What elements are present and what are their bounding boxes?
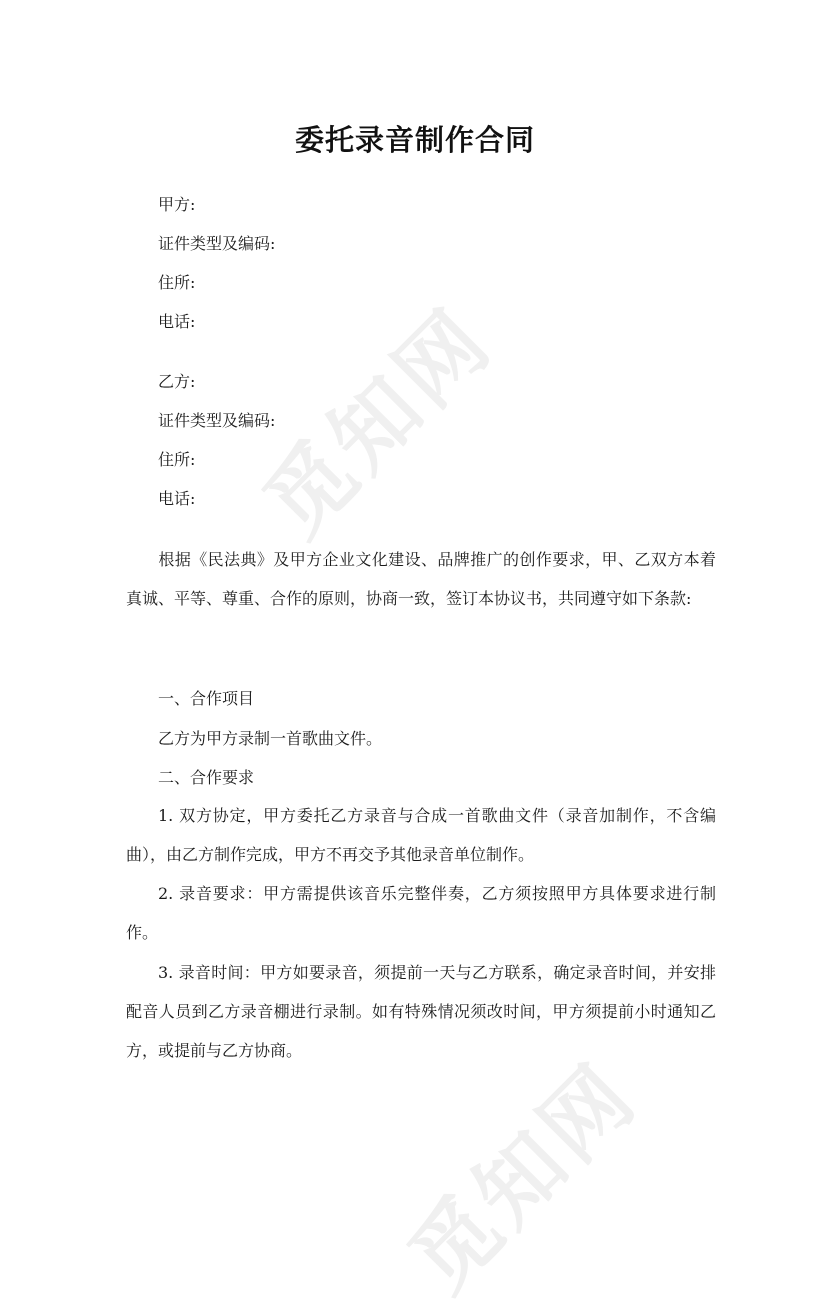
section2-item-text: 1. 双方协定，甲方委托乙方录音与合成一首歌曲文件（录音加制作，不含编曲），由乙方制作完成，甲方不再交予其他录音单位制作。 <box>126 806 716 864</box>
party-b-phone-label: 电话: <box>158 489 196 508</box>
preamble-text: 根据《民法典》及甲方企业文化建设、品牌推广的创作要求，甲、乙双方本着真诚、平等、尊重、合作的原则，协商一致，签订本协议书，共同遵守如下条款: <box>126 550 716 608</box>
party-a-name-label: 甲方: <box>158 195 196 214</box>
section2-item-text: 2. 录音要求：甲方需提供该音乐完整伴奏，乙方须按照甲方具体要求进行制作。 <box>126 884 716 942</box>
party-a-id-label: 证件类型及编码: <box>158 234 276 253</box>
party-b-address-label: 住所: <box>158 450 196 469</box>
section1-body: 乙方为甲方录制一首歌曲文件。 <box>158 729 383 748</box>
section2-item-text: 3. 录音时间：甲方如要录音，须提前一天与乙方联系，确定录音时间，并安排配音人员到乙方录音棚进行录制。如有特殊情况须改时间，甲方须提前小时通知乙方，或提前与乙方协商。 <box>126 963 716 1060</box>
watermark: 觅知网 <box>245 289 512 556</box>
party-a-address-label: 住所: <box>158 273 196 292</box>
section2-item-1 <box>126 796 716 874</box>
party-b-id-label: 证件类型及编码: <box>158 411 276 430</box>
watermark-bottom: 觅知网 <box>390 1044 657 1311</box>
party-a-phone-label: 电话: <box>158 312 196 331</box>
party-b-name-label: 乙方: <box>158 372 196 391</box>
section2-item-3 <box>126 953 716 1070</box>
section2-heading: 二、合作要求 <box>158 768 255 787</box>
section1-heading: 一、合作项目 <box>158 689 255 708</box>
document-title: 委托录音制作合同 <box>294 123 535 157</box>
preamble-paragraph <box>126 540 716 618</box>
section2-item-2 <box>126 874 716 952</box>
